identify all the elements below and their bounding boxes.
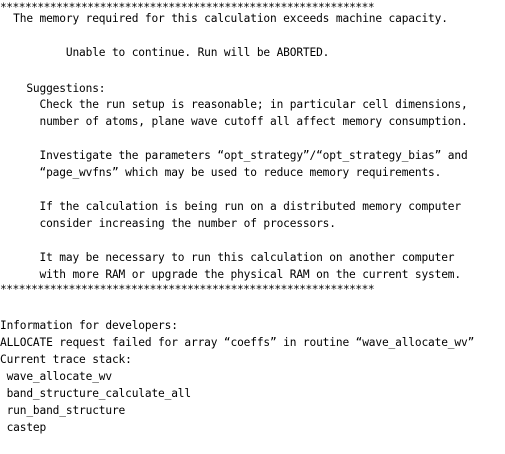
suggestions-heading: Suggestions: bbox=[0, 82, 106, 95]
asterisk-border-top: ************************************************************ bbox=[0, 1, 375, 14]
trace-stack-item: run_band_structure bbox=[0, 404, 126, 417]
asterisk-border-bottom: ************************************************************ bbox=[0, 283, 375, 296]
suggestion-4-line-1: It may be necessary to run this calculation on another computer bbox=[0, 251, 455, 264]
abort-message: Unable to continue. Run will be ABORTED. bbox=[0, 46, 330, 59]
suggestion-2-line-1: Investigate the parameters “opt_strategy”/“opt_strategy_bias” and bbox=[0, 149, 468, 162]
allocate-failure-message: ALLOCATE request failed for array “coeffs” in routine “wave_allocate_wv” bbox=[0, 336, 475, 349]
suggestion-4-line-2: with more RAM or upgrade the physical RAM on the current system. bbox=[0, 268, 461, 281]
suggestion-1-line-1: Check the run setup is reasonable; in particular cell dimensions, bbox=[0, 98, 468, 111]
trace-stack-item: band_structure_calculate_all bbox=[0, 387, 191, 400]
suggestion-2-line-2: “page_wvfns” which may be used to reduce memory requirements. bbox=[0, 166, 442, 179]
suggestion-1-line-2: number of atoms, plane wave cutoff all affect memory consumption. bbox=[0, 115, 468, 128]
memory-error-message: The memory required for this calculation exceeds machine capacity. bbox=[0, 12, 448, 25]
trace-stack-item: wave_allocate_wv bbox=[0, 370, 112, 383]
suggestion-3-line-1: If the calculation is being run on a distributed memory computer bbox=[0, 200, 461, 213]
trace-stack-heading: Current trace stack: bbox=[0, 353, 132, 366]
trace-stack-item: castep bbox=[0, 421, 47, 434]
developer-info-heading: Information for developers: bbox=[0, 319, 178, 332]
suggestion-3-line-2: consider increasing the number of processors. bbox=[0, 217, 336, 230]
